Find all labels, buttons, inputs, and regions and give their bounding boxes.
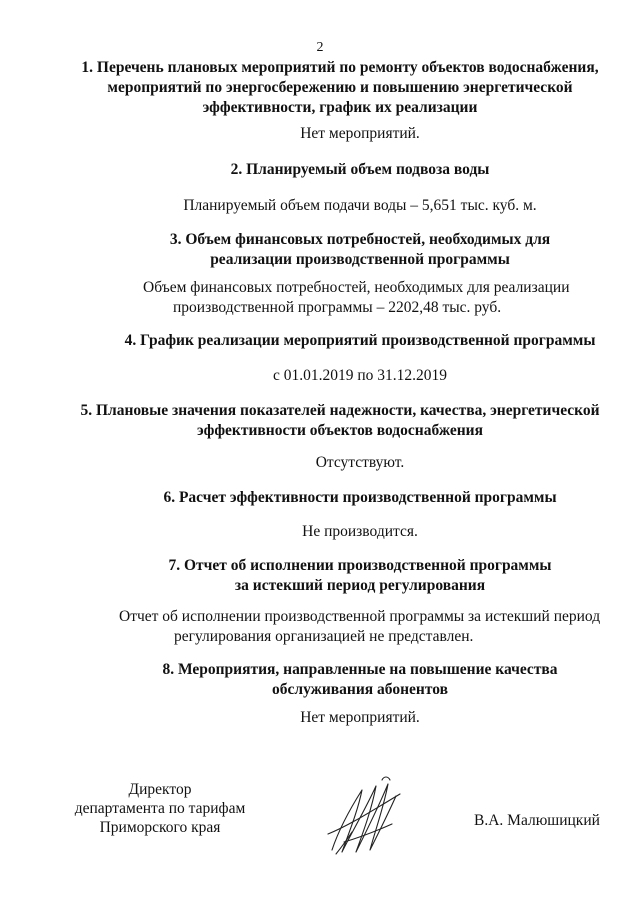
body-line: Отчет об исполнении производственной программы за истекший период [119,608,601,625]
body-line: Не производится. [302,523,418,540]
signatory-title-line: Директор [128,781,192,798]
section-4-body [40,366,640,386]
section-4-heading [40,331,640,351]
section-6-heading [40,488,640,508]
handwritten-signature [318,772,418,862]
heading-line: эффективности, график их реализации [202,99,478,116]
signatory-name: В.А. Малюшицкий [474,812,600,829]
section-5-body [40,453,640,473]
heading-line: 6. Расчет эффективности производственной программы [163,489,557,506]
section-7-heading [40,556,640,596]
page-number: 2 [316,40,324,55]
body-line: Нет мероприятий. [300,709,420,726]
section-2-heading [40,160,640,180]
body-line: Объем финансовых потребностей, необходимых для реализации [143,279,570,296]
heading-line: 8. Мероприятия, направленные на повышение качества [162,661,558,678]
body-line: с 01.01.2019 по 31.12.2019 [272,367,448,384]
heading-line: обслуживания абонентов [272,681,448,698]
body-line: производственной программы – 2202,48 тыс. руб. [173,299,502,316]
section-2-body [40,196,640,216]
section-8-heading [40,660,640,700]
section-8-body [40,708,640,728]
section-7-body [119,607,600,647]
section-5-heading [60,401,620,441]
section-1-heading [60,58,620,118]
heading-line: 1. Перечень плановых мероприятий по ремонту объектов водоснабжения, [81,59,599,76]
heading-line: 5. Плановые значения показателей надежности, качества, энергетической [80,402,600,419]
section-3-heading [40,230,640,270]
heading-line: эффективности объектов водоснабжения [197,422,483,439]
body-line: Отсутствуют. [315,454,405,471]
heading-line: 4. График реализации мероприятий производственной программы [124,332,596,349]
heading-line: 7. Отчет об исполнении производственной программы [168,557,552,574]
body-line: Нет мероприятий. [300,125,420,142]
heading-line: 3. Объем финансовых потребностей, необходимых для [169,231,551,248]
body-line: регулирования организацией не представлен. [174,628,474,645]
body-line: Планируемый объем подачи воды – 5,651 тыс. куб. м. [183,197,537,214]
heading-line: за истекший период регулирования [234,577,486,594]
section-1-body [40,124,640,144]
heading-line: реализации производственной программы [210,251,510,268]
signatory-title [62,780,258,837]
section-6-body [40,522,640,542]
heading-line: мероприятий по энергосбережению и повышению энергетической [107,79,573,96]
signatory-title-line: Приморского края [99,819,221,836]
signatory-title-line: департамента по тарифам [74,800,246,817]
section-3-body [143,278,570,318]
heading-line: 2. Планируемый объем подвоза воды [230,161,490,178]
